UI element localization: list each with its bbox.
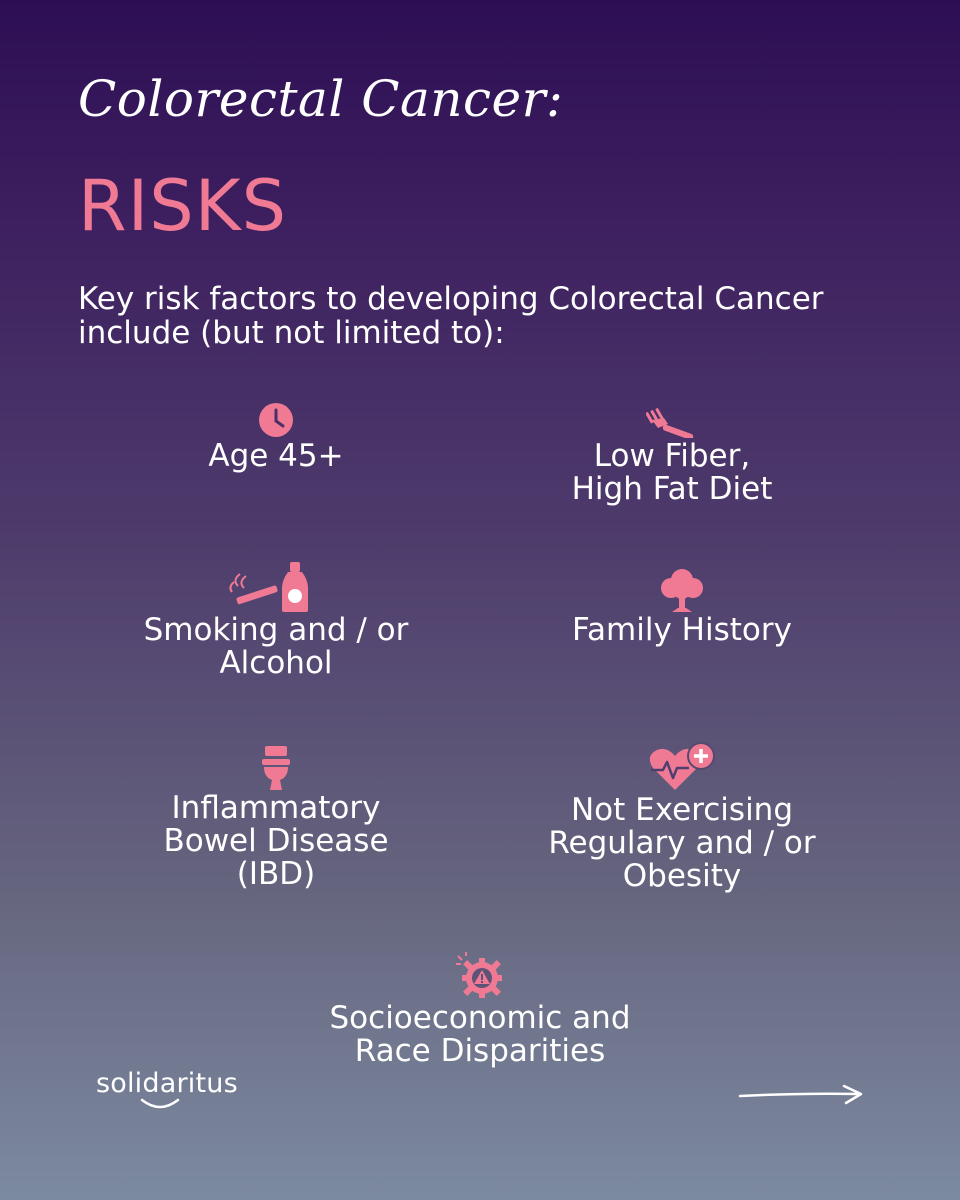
factor-socioeconomic [300, 952, 660, 1068]
factor-label: Family History [572, 612, 792, 648]
brand-logo [96, 1068, 238, 1099]
tree-icon [660, 568, 704, 612]
factor-age [96, 402, 456, 473]
factor-label: Smoking and / or Alcohol [143, 612, 409, 681]
cigarette-bottle-icon [228, 562, 324, 612]
factor-label: Not Exercising Regulary and / or Obesity [548, 792, 816, 894]
page-title: Colorectal Cancer: [78, 70, 564, 128]
factor-label: Inflammatory Bowel Disease (IBD) [163, 790, 389, 892]
factor-label: Age 45+ [208, 438, 344, 474]
intro-text: Key risk factors to developing Colorectal Cancer include (but not limited to): [78, 281, 824, 351]
factor-smoking [96, 562, 456, 680]
factor-diet [492, 408, 852, 506]
toilet-icon [262, 746, 290, 790]
factor-family [502, 568, 862, 647]
page-subtitle: RISKS [78, 165, 288, 247]
clock-icon [258, 402, 294, 438]
factor-label: Low Fiber, High Fat Diet [571, 438, 773, 507]
factor-ibd [96, 746, 456, 891]
smile-icon [140, 1098, 180, 1112]
brand-name: solidaritus [96, 1068, 238, 1099]
factor-label: Socioeconomic and Race Disparities [329, 1000, 631, 1069]
heart-plus-icon [649, 742, 715, 792]
factor-exercise [502, 742, 862, 893]
fork-icon [646, 408, 698, 438]
next-arrow-icon[interactable] [738, 1084, 864, 1106]
gear-warning-icon [456, 952, 504, 1000]
